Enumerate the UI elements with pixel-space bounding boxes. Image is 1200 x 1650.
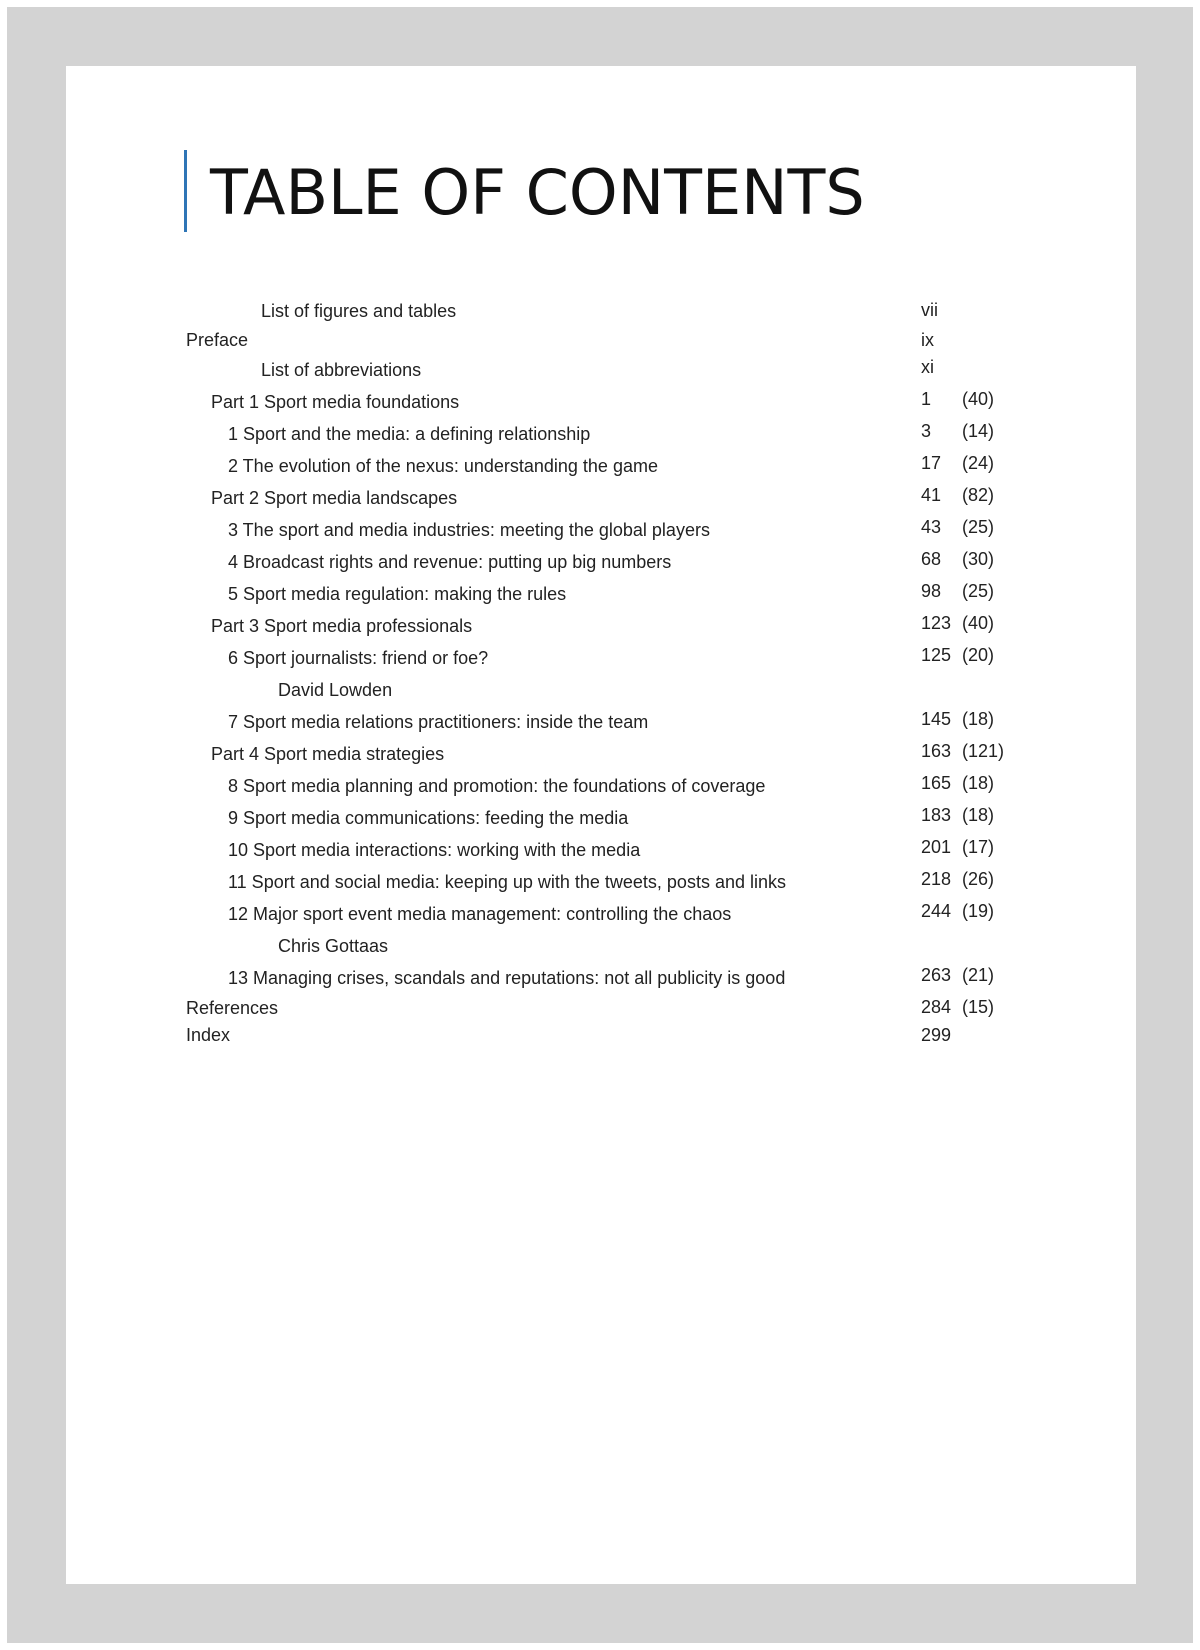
toc-entry-page: 1 xyxy=(921,389,932,409)
toc-entry-page: 299 xyxy=(921,1025,952,1045)
toc-entry-title: Part 1 Sport media foundations xyxy=(211,392,460,412)
toc-entry-page: 3 xyxy=(921,421,932,441)
toc-entry-count: (24) xyxy=(962,453,995,473)
toc-entry-title: List of figures and tables xyxy=(261,301,457,321)
toc-entry-page: ix xyxy=(921,330,934,350)
toc-entry-page: 244 xyxy=(921,901,952,921)
toc-entry-count: (25) xyxy=(962,581,995,601)
toc-entry-title: 4 Broadcast rights and revenue: putting up big numbers xyxy=(228,552,672,572)
page-title: TABLE OF CONTENTS xyxy=(210,156,865,229)
toc-entry-title: Part 2 Sport media landscapes xyxy=(211,488,458,508)
toc-entry-title: 1 Sport and the media: a defining relationship xyxy=(228,424,591,444)
toc-entry-title: Index xyxy=(186,1025,231,1045)
toc-entry-count: (18) xyxy=(962,773,995,793)
toc-entry-author-name: David Lowden xyxy=(278,680,393,700)
toc-entry-page: 284 xyxy=(921,997,952,1017)
toc-entry-page: 218 xyxy=(921,869,952,889)
toc-entry-page: 183 xyxy=(921,805,952,825)
toc-entry-page: xi xyxy=(921,357,934,377)
toc-entry-title: 7 Sport media relations practitioners: inside the team xyxy=(228,712,649,732)
toc-entry-count: (20) xyxy=(962,645,995,665)
toc-entry-count: (121) xyxy=(962,741,1005,761)
toc-entry-count: (30) xyxy=(962,549,995,569)
toc-entry-count: (18) xyxy=(962,709,995,729)
toc-entry-page: 263 xyxy=(921,965,952,985)
toc-entry-title: 13 Managing crises, scandals and reputations: not all publicity is good xyxy=(228,968,786,988)
toc-entry-count: (40) xyxy=(962,389,995,409)
toc-entry-count: (17) xyxy=(962,837,995,857)
toc-entry-page: 43 xyxy=(921,517,942,537)
toc-entry-count: (40) xyxy=(962,613,995,633)
toc-entry-page: 165 xyxy=(921,773,952,793)
toc-entry-page: vii xyxy=(921,300,938,320)
toc-entry-author-name: Chris Gottaas xyxy=(278,936,389,956)
toc-entry-count: (18) xyxy=(962,805,995,825)
toc-entry-page: 17 xyxy=(921,453,942,473)
toc-entry-count: (14) xyxy=(962,421,995,441)
title-accent-bar xyxy=(184,150,187,232)
toc-entry-page: 125 xyxy=(921,645,952,665)
toc-entry-page: 163 xyxy=(921,741,952,761)
toc-entry-page: 123 xyxy=(921,613,952,633)
toc-entry-page: 68 xyxy=(921,549,942,569)
toc-entry-title: 3 The sport and media industries: meeting the global players xyxy=(228,520,710,540)
toc-entry-count: (25) xyxy=(962,517,995,537)
toc-entry-count: (82) xyxy=(962,485,995,505)
toc-entry-title: 6 Sport journalists: friend or foe? xyxy=(228,648,489,668)
toc-entry-title: 8 Sport media planning and promotion: the foundations of coverage xyxy=(228,776,766,796)
toc-entry-title: 12 Major sport event media management: controlling the chaos xyxy=(228,904,732,924)
toc-entry-title: 2 The evolution of the nexus: understanding the game xyxy=(228,456,658,476)
toc-entry-title: List of abbreviations xyxy=(261,360,422,380)
toc-entry-title: Part 3 Sport media professionals xyxy=(211,616,473,636)
toc-entry-page: 201 xyxy=(921,837,952,857)
toc-entry-title: 9 Sport media communications: feeding the media xyxy=(228,808,629,828)
toc-entry-count: (15) xyxy=(962,997,995,1017)
toc-entry-page: 41 xyxy=(921,485,942,505)
toc-entry-page: 145 xyxy=(921,709,952,729)
toc-entry-title: 5 Sport media regulation: making the rules xyxy=(228,584,567,604)
toc-entry-page: 98 xyxy=(921,581,942,601)
toc-entry-title: Preface xyxy=(186,330,249,350)
toc-entry-count: (26) xyxy=(962,869,995,889)
toc-entry-title: 10 Sport media interactions: working with the media xyxy=(228,840,641,860)
toc-entry-title: References xyxy=(186,998,279,1018)
toc-entry-title: 11 Sport and social media: keeping up with the tweets, posts and links xyxy=(228,872,786,892)
toc-entry-title: Part 4 Sport media strategies xyxy=(211,744,445,764)
toc-entry-count: (19) xyxy=(962,901,995,921)
toc-entry-count: (21) xyxy=(962,965,995,985)
